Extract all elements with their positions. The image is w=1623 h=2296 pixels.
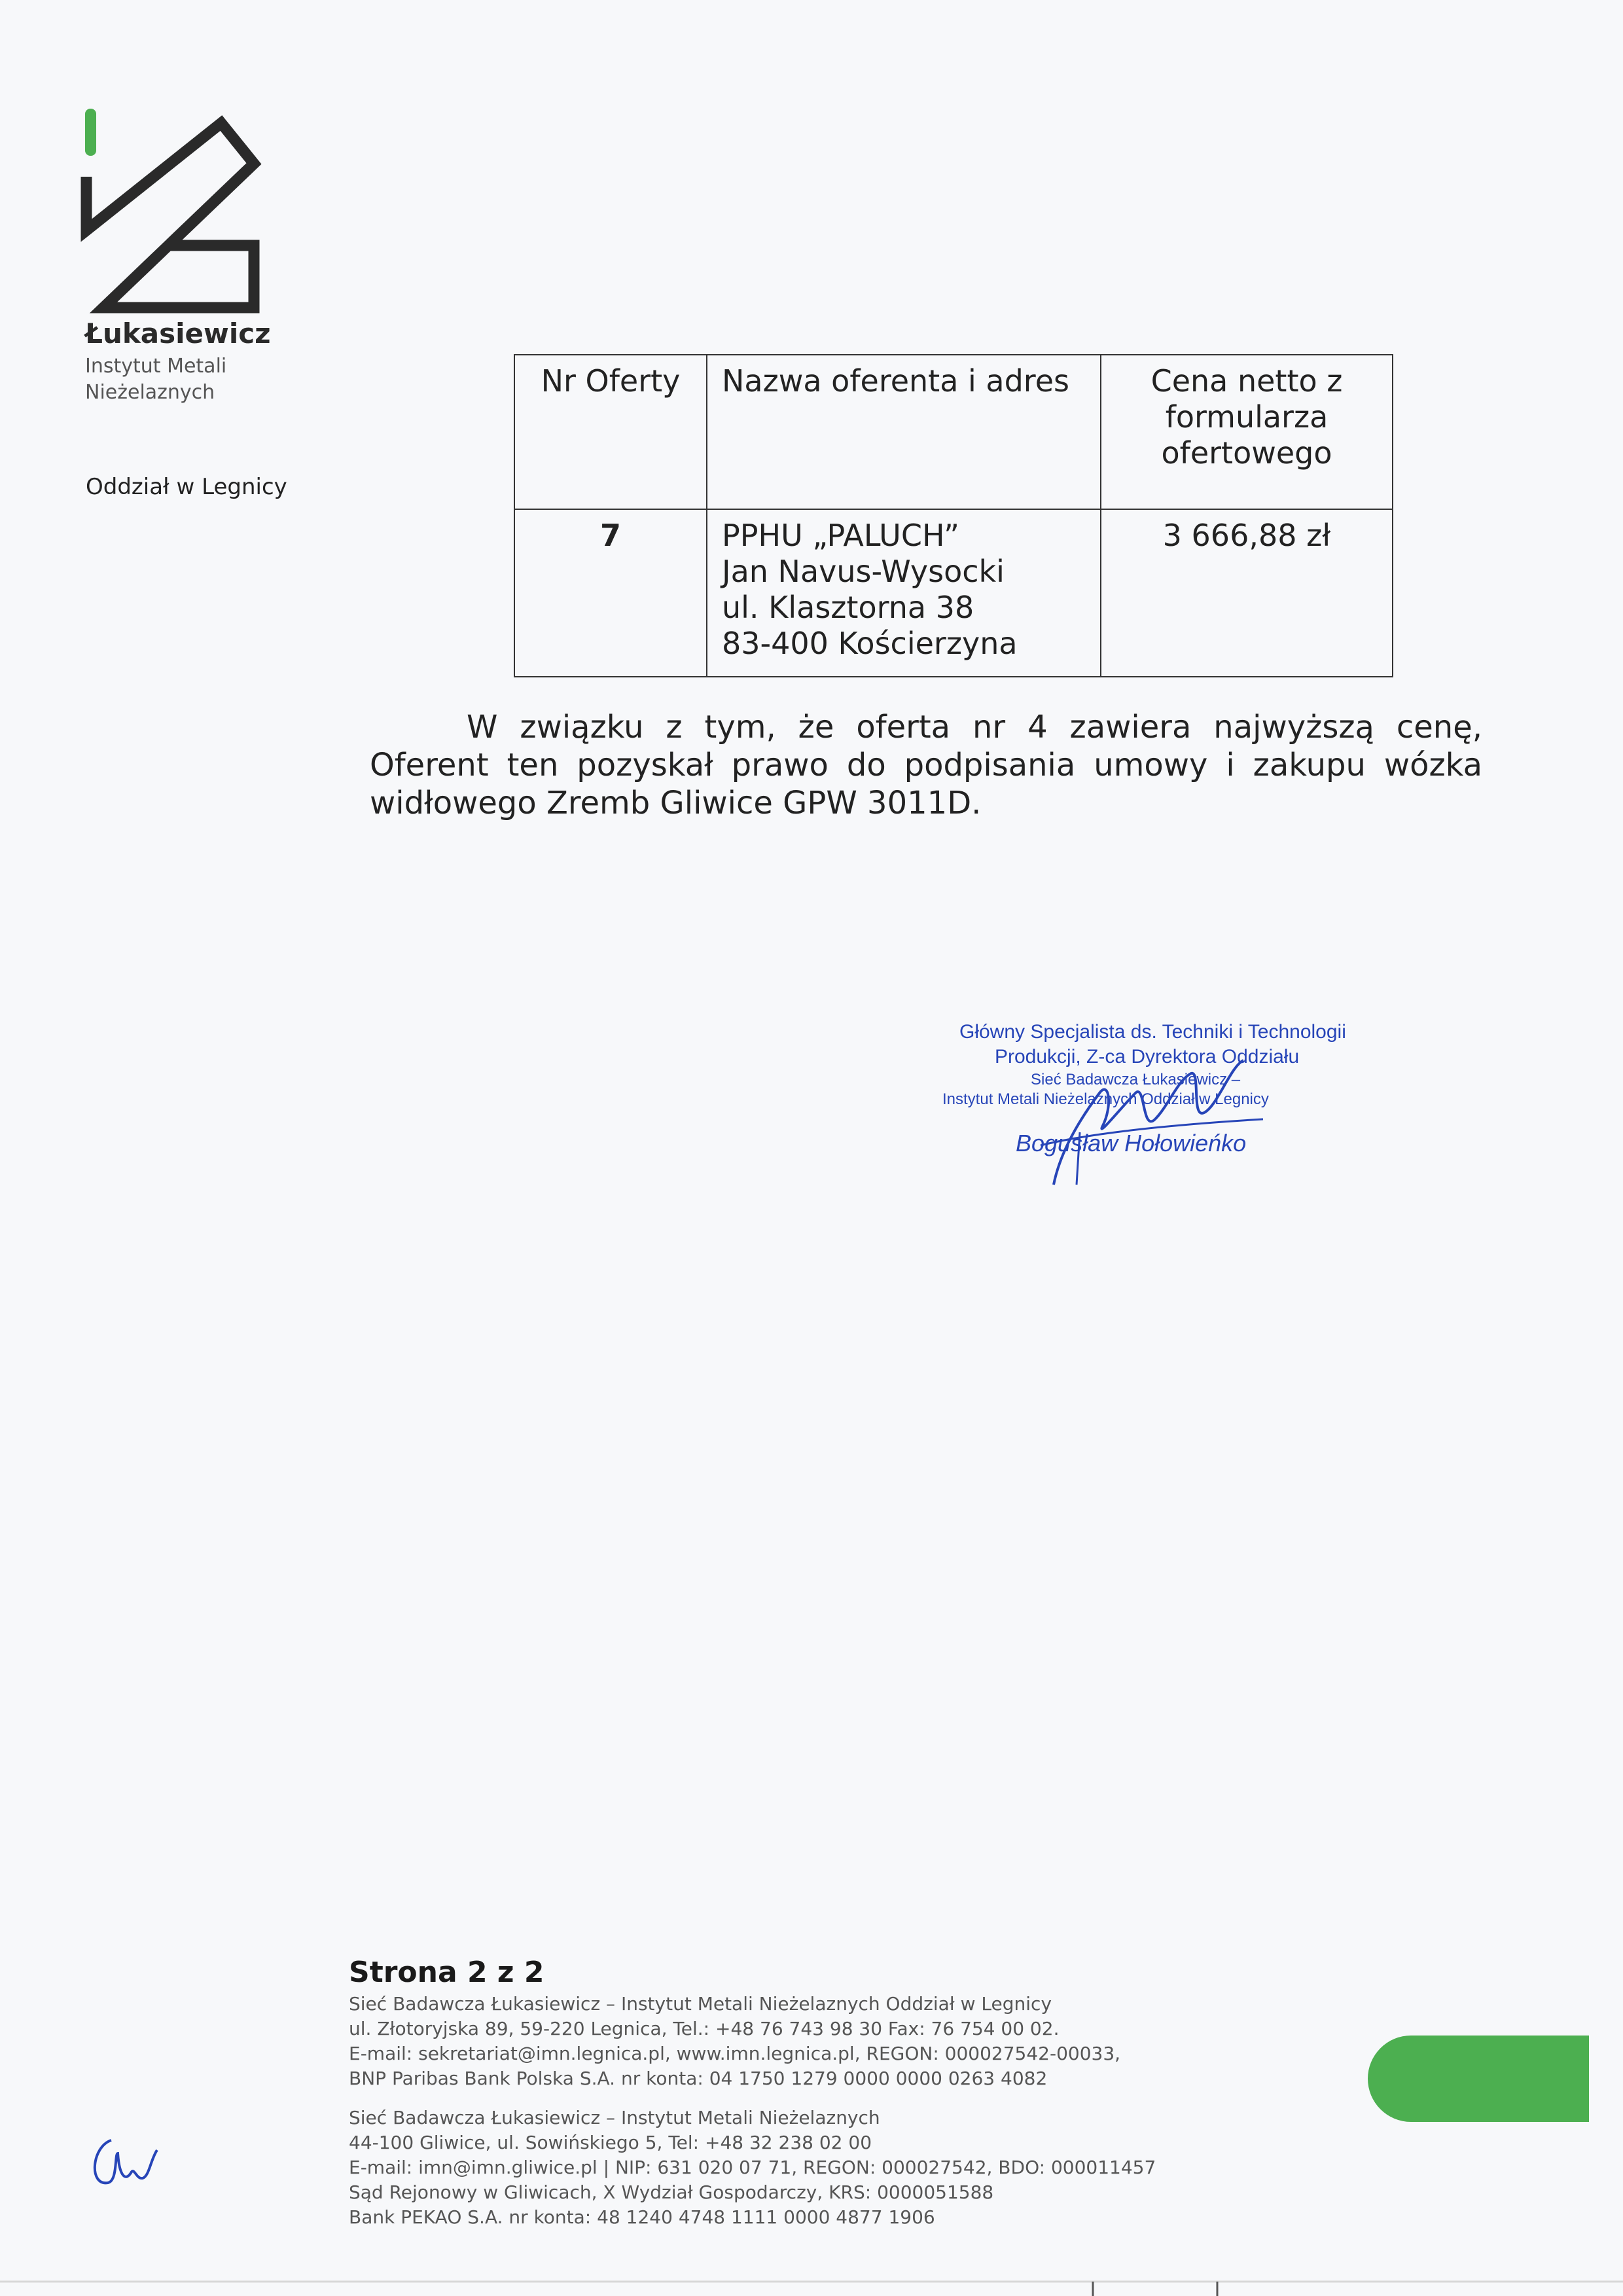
page-footer [349,1956,1330,2230]
bidder-owner-line: Jan Navus-Wysocki [722,554,1005,589]
header-net-price: Cena netto z formularza ofertowego [1101,355,1393,509]
logo-name: Łukasiewicz [85,317,271,350]
branch-name: Oddział w Legnicy [86,474,287,500]
footer-legnica-line4: BNP Paribas Bank Polska S.A. nr konta: 04 1750 1279 0000 0000 0263 4082 [349,2068,1048,2089]
bidder-name-line: PPHU „PALUCH” [722,518,959,553]
footer-legnica-line3: E-mail: sekretariat@imn.legnica.pl, www.imn.legnica.pl, REGON: 000027542-00033, [349,2043,1121,2064]
offer-table [514,354,1393,677]
footer-gliwice-line1: Sieć Badawcza Łukasiewicz – Instytut Metali Nieżelaznych [349,2107,880,2128]
bidder-street-line: ul. Klasztorna 38 [722,590,974,625]
page-number: Strona 2 z 2 [349,1956,544,1989]
logo-mark-icon [77,105,274,321]
stamp-line3: Sieć Badawcza Łukasiewicz – [1031,1071,1241,1088]
offer-price: 3 666,88 zł [1101,509,1393,677]
footer-gliwice-line3: E-mail: imn@imn.gliwice.pl | NIP: 631 020 07 71, REGON: 000027542, BDO: 000011457 [349,2157,1156,2178]
decision-paragraph: W związku z tym, że oferta nr 4 zawiera najwyższą cenę, Oferent ten pozyskał prawo do podpisania umowy i zakupu wózka widłowego Zremb Gliwice GPW 3011D. [370,709,1482,821]
handwritten-initials-icon [85,2127,177,2199]
scan-edge-marks [0,2278,1623,2296]
stamp-line2: Produkcji, Z-ca Dyrektora Oddziału [995,1046,1300,1067]
stamp-line4: Instytut Metali Nieżelaznych Oddział w Legnicy [942,1090,1269,1108]
logo-subtitle-line1: Instytut Metali [85,355,227,378]
stamp-signatory-name: Bogusław Hołowieńko [1016,1130,1247,1157]
table-header-row [514,355,1393,509]
footer-legnica-line2: ul. Złotoryjska 89, 59-220 Legnica, Tel.: +48 76 743 98 30 Fax: 76 754 00 02. [349,2018,1060,2039]
stamp-line1: Główny Specjalista ds. Techniki i Technologii [959,1021,1346,1043]
green-accent-tab [1368,2036,1589,2122]
bidder-city-line: 83-400 Kościerzyna [722,626,1018,661]
bidder-address [707,509,1101,677]
header-offer-number: Nr Oferty [514,355,707,509]
handwritten-signature-icon [982,1021,1309,1204]
lukasiewicz-logo [77,105,274,432]
footer-legnica-line1: Sieć Badawcza Łukasiewicz – Instytut Metali Nieżelaznych Oddział w Legnicy [349,1993,1052,2015]
logo-subtitle-line2: Nieżelaznych [85,381,215,404]
footer-gliwice-line5: Bank PEKAO S.A. nr konta: 48 1240 4748 1111 0000 4877 1906 [349,2206,935,2228]
header-bidder-name: Nazwa oferenta i adres [707,355,1101,509]
offer-number: 7 [514,509,707,677]
table-row [514,509,1393,677]
footer-gliwice-line2: 44-100 Gliwice, ul. Sowińskiego 5, Tel: +48 32 238 02 00 [349,2132,872,2153]
footer-gliwice-line4: Sąd Rejonowy w Gliwicach, X Wydział Gospodarczy, KRS: 0000051588 [349,2181,994,2203]
